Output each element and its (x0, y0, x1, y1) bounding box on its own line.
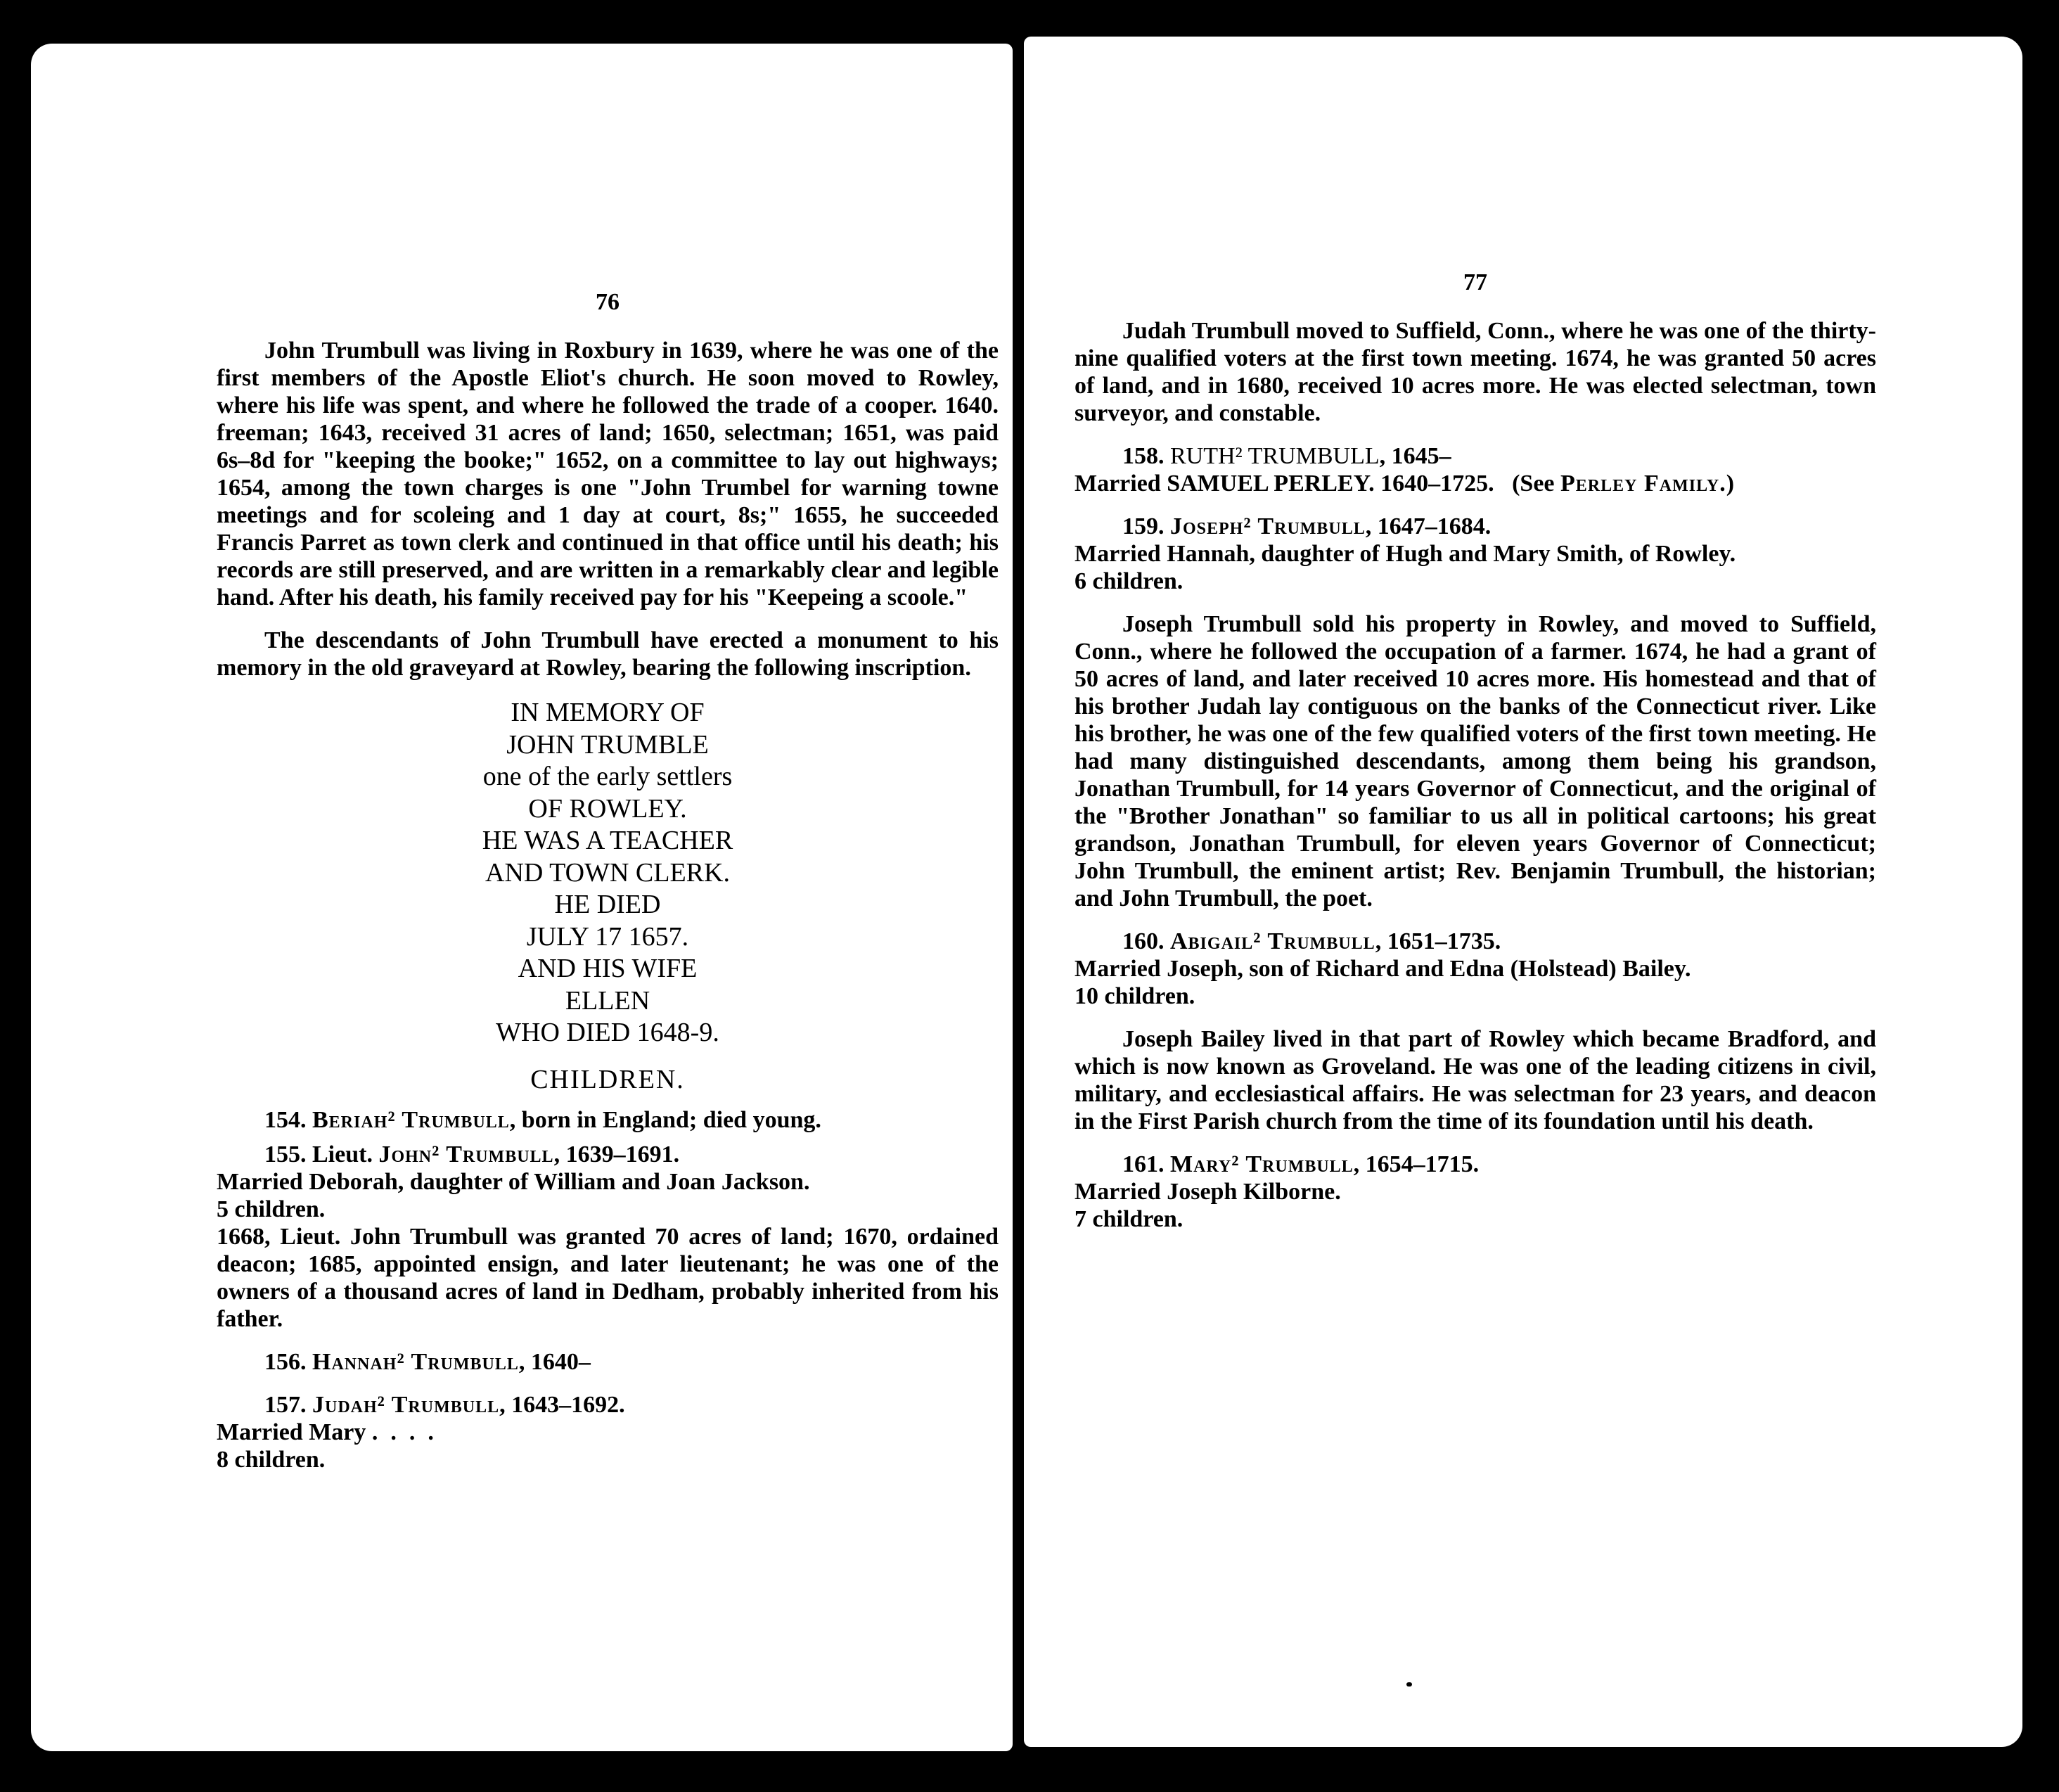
entry-158 (1075, 442, 1876, 470)
entry-detail: , 1639–1691. (553, 1141, 680, 1167)
entry-number: 158. (1122, 443, 1165, 469)
entry-name: Mary² Trumbull (1170, 1151, 1354, 1177)
entry-157 (217, 1391, 999, 1419)
scan-speck (1406, 1682, 1412, 1687)
paragraph-monument: The descendants of John Trumbull have erected a monument to his memory in the old graveyard at Rowley, bearing the following inscription. (217, 627, 999, 681)
paragraph-joseph-bailey: Joseph Bailey lived in that part of Rowley which became Bradford, and which is now known as Groveland. He was one of the leading citizens in civil, military, and ecclesiastical affairs. He was selectman for 23 years, and deacon in the First Parish church from the time of its foundation until his death. (1075, 1026, 1876, 1134)
inscription-line: AND HIS WIFE (518, 954, 698, 983)
entry-154 (217, 1106, 999, 1134)
see-reference-end: ) (1726, 471, 1735, 497)
inscription-line: AND TOWN CLERK. (485, 857, 730, 888)
entry-160 (1075, 928, 1876, 955)
paragraph-john-trumbull: John Trumbull was living in Roxbury in 1639, where he was one of the first members of the Apostle Eliot's church. He soon moved to Rowley, where his life was spent, and where he followed the trade of a cooper. 1640. freeman; 1643, received 31 acres of land; 1650, selectman; 1651, was paid 6s–8d for "keeping the booke;" 1652, on a committee to lay out highways; 1654, among the town charges is one "John Trumbel for warning towne meetings and for scoleing and 1 day at court, 8s;" 1655, he succeeded Francis Parret as town clerk and continued in that office until his death; his records are still preserved, and are written in a remarkably clear and legible hand. After his death, his family received pay for his "Keepeing a scoole." (217, 338, 999, 610)
paragraph-joseph-trumbull: Joseph Trumbull sold his property in Rowley, and moved to Suffield, Conn., where he followed the occupation of a farmer. 1674, he had a grant of 50 acres of land, and later received 10 acres more. His homestead and that of his brother Judah lay contiguous on the banks of the Connecticut river. Like his brother, he was one of the few qualified voters of the first town meeting. He had many distinguished descendants, among them being his grandson, Jonathan Trumbull, for 14 years Governor of Connecticut, and the original of the "Brother Jonathan" so familiar to us all in political cartoons; his great grandson, Jonathan Trumbull, for eleven years Governor of Connecticut; John Trumbull, the eminent artist; Rev. Benjamin Trumbull, the historian; and John Trumbull, the poet. (1075, 611, 1876, 911)
entry-161 (1075, 1151, 1876, 1178)
page-number: 77 (1463, 269, 1487, 295)
entry-name: Beriah² Trumbull (312, 1106, 510, 1133)
entry-children: 8 children. (217, 1446, 326, 1473)
entry-detail: , 1654–1715. (1353, 1151, 1480, 1177)
inscription (217, 697, 999, 1049)
entry-children: 10 children. (1075, 983, 1195, 1009)
ellipsis: .... (371, 1419, 447, 1445)
inscription-line: JULY 17 1657. (526, 921, 689, 952)
married-text: Married SAMUEL PERLEY. 1640–1725. (1075, 471, 1494, 497)
entry-detail: , 1647–1684. (1365, 513, 1492, 539)
see-reference-name: Perley Family. (1560, 471, 1726, 497)
entry-156 (217, 1348, 999, 1376)
entry-name: Abigail² Trumbull (1170, 928, 1375, 954)
entry-title: Lieut. (312, 1141, 379, 1167)
entry-number: 156. (264, 1348, 307, 1375)
entry-name: RUTH² TRUMBULL (1170, 443, 1380, 469)
entry-159 (1075, 513, 1876, 540)
see-reference: (See (1512, 471, 1561, 497)
entry-name: Hannah² Trumbull (312, 1348, 519, 1375)
paragraph-judah-trumbull: Judah Trumbull moved to Suffield, Conn., where he was one of the thirty-nine qualified voters at the first town meeting. 1674, he was granted 50 acres of land, and in 1680, received 10 acres more. He was elected selectman, town surveyor, and constable. (1075, 318, 1876, 426)
entry-number: 159. (1122, 513, 1165, 539)
entry-married: Married Hannah, daughter of Hugh and Mary Smith, of Rowley. (1075, 541, 1736, 567)
entry-detail: , 1645– (1379, 443, 1451, 469)
left-page (31, 44, 1013, 1751)
right-page (1024, 37, 2022, 1747)
entry-married: Married Deborah, daughter of William and Joan Jackson. (217, 1168, 810, 1195)
entry-name: Joseph² Trumbull (1170, 513, 1366, 539)
entry-detail: , born in England; died young. (509, 1106, 821, 1133)
entry-number: 154. (264, 1106, 307, 1133)
entry-number: 160. (1122, 928, 1165, 954)
entry-children: 7 children. (1075, 1206, 1184, 1232)
left-page-content (217, 288, 999, 1473)
inscription-line: HE WAS A TEACHER (482, 826, 733, 855)
entry-children: 5 children. (217, 1196, 326, 1222)
entry-155 (217, 1141, 999, 1168)
page-number: 76 (596, 289, 620, 315)
inscription-line: JOHN TRUMBLE (506, 729, 709, 760)
entry-note: 1668, Lieut. John Trumbull was granted 70 acres of land; 1670, ordained deacon; 1685, appointed ensign, and later lieutenant; he was one of the owners of a thousand acres of land in Dedham, probably inherited from his father. (217, 1223, 999, 1332)
married-text: Married Mary (217, 1419, 366, 1445)
inscription-line: IN MEMORY OF (511, 698, 705, 727)
entry-detail: , 1651–1735. (1375, 928, 1501, 954)
entry-detail: , 1643–1692. (499, 1391, 625, 1418)
entry-number: 155. (264, 1141, 307, 1167)
entry-name: Judah² Trumbull (312, 1391, 500, 1418)
entry-children: 6 children. (1075, 568, 1184, 594)
inscription-line: ELLEN (565, 985, 650, 1016)
children-heading: CHILDREN. (530, 1064, 685, 1094)
scan-speck (1014, 212, 1018, 219)
entry-number: 161. (1122, 1151, 1165, 1177)
inscription-line: OF ROWLEY. (528, 793, 687, 824)
entry-married: Married Joseph, son of Richard and Edna (Holstead) Bailey. (1075, 956, 1691, 982)
inscription-line: HE DIED (554, 890, 661, 919)
entry-married (1075, 470, 1876, 497)
entry-name: John² Trumbull (378, 1141, 554, 1167)
inscription-line: WHO DIED 1648-9. (496, 1018, 719, 1047)
entry-detail: , 1640– (518, 1348, 591, 1375)
inscription-line: one of the early settlers (482, 762, 733, 791)
entry-married: Married Joseph Kilborne. (1075, 1179, 1341, 1205)
entry-married (217, 1419, 999, 1446)
entry-number: 157. (264, 1391, 307, 1418)
right-page-content (1075, 269, 1876, 1233)
